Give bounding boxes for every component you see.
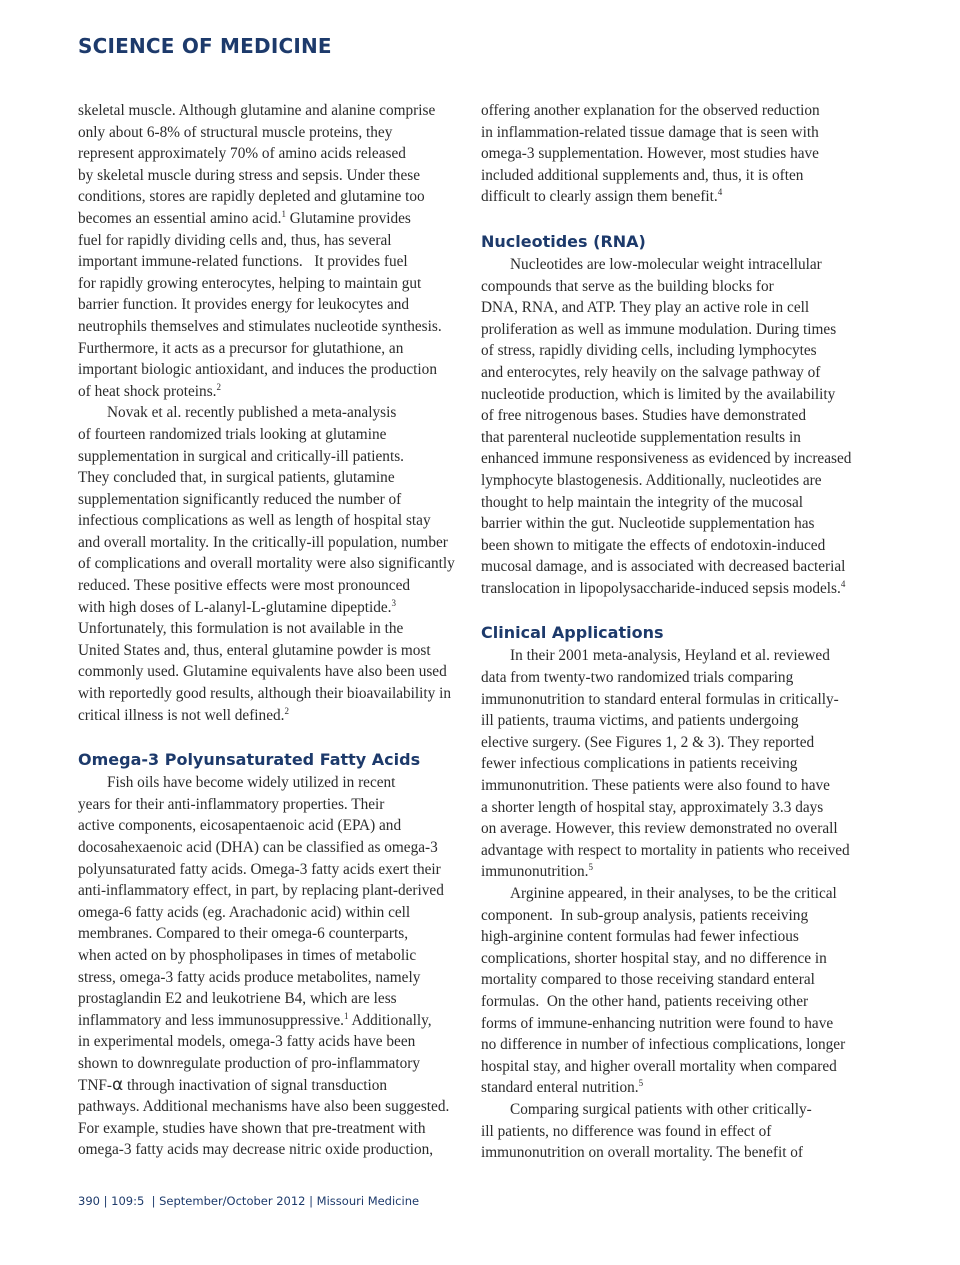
page-header: SCIENCE OF MEDICINE xyxy=(78,34,332,58)
heading-omega-3: Omega-3 Polyunsaturated Fatty Acids xyxy=(78,750,421,770)
paragraph-novak: Novak et al. recently published a meta-analysis of fourteen randomized trials looking at glutamine supplementation in surgical and critically-ill patients. They concluded that, in surgical patients, glutamine supplementation significantly reduced the number of infectious complications as well as length of hospital stay and overall mortality. In the critically-ill population, number of complications and overall mortality were also significantly reduced. These positive effects were most pronounced with high doses of L-alanyl-L-glutamine dipeptide.$^3$ Unfortunately, this formulation is not available in the United States and, thus, enteral glutamine powder is most commonly used. Glutamine equivalents have also been used with reportedly good results, although their bioavailability in critical illness is not well defined.$^2$ xyxy=(78,404,455,724)
paragraph-glutamine-intro: skeletal muscle. Although glutamine and alanine comprise only about 6-8% of structural muscle proteins, they represent approximately 70% of amino acids released by skeletal muscle during stress and sepsis. Under these conditions, stores are rapidly depleted and glutamine too becomes an essential amino acid.$^1$ Glutamine provides fuel for rapidly dividing cells and, thus, has several important immune-related functions. It provides fuel for rapidly growing enterocytes, helping to maintain gut barrier function. It provides energy for leukocytes and neutrophils themselves and stimulates nucleotide synthesis. Furthermore, it acts as a precursor for glutathione, an important biologic antioxidant, and induces the production of heat shock proteins.$^2$ xyxy=(78,102,442,400)
heading-clinical-applications: Clinical Applications xyxy=(481,623,664,643)
left-column xyxy=(78,100,462,1161)
alpha-symbol: α xyxy=(112,1074,124,1095)
paragraph-heyland: In their 2001 meta-analysis, Heyland et al. reviewed data from twenty-two randomized trials comparing immunonutrition to standard enteral formulas in critically- ill patients, trauma victims, and patients undergoing elective surgery. (See Figures 1, 2 & 3). They reported fewer infectious complications in patients receiving immunonutrition. These patients were also found to have a shorter length of hospital stay, approximately 3.3 days on average. However, this review demonstrated no overall advantage with respect to mortality in patients who received immunonutrition.$^5$ xyxy=(481,647,850,881)
paragraph-omega-3-continued: offering another explanation for the observed reduction in inflammation-related tissue damage that is seen with omega-3 supplementation. However, most studies have included additional supplements and, thus, it is often difficult to clearly assign them benefit.$^4$ xyxy=(481,102,820,206)
paragraph-omega-3: Fish oils have become widely utilized in recent years for their anti-inflammatory properties. Their active components, eicosapentaenoic acid (EPA) and docosahexaenoic acid (DHA) can be classified as omega-3 polyunsaturated fatty acids. Omega-3 fatty acids exert their anti-inflammatory effect, in part, by replacing plant-derived omega-6 fatty acids (eg. Arachadonic acid) within cell membranes. Compared to their omega-6 counterparts, when acted on by phospholipases in times of metabolic stress, omega-3 fatty acids produce metabolites, namely prostaglandin E2 and leukotriene B4, which are less inflammatory and less immunosuppressive.$^1$ Additionally, in experimental models, omega-3 fatty acids have been shown to downregulate production of pro-inflammatory TNF-α through inactivation of signal transduction pathways. Additional mechanisms have also been suggested. For example, studies have shown that pre-treatment with omega-3 fatty acids may decrease nitric oxide production, xyxy=(78,774,450,1159)
paragraph-surgical-comparison: Comparing surgical patients with other critically- ill patients, no difference was found in effect of immunonutrition on overall mortality. The benefit of xyxy=(481,1100,812,1162)
page-footer: 390 | 109:5 | September/October 2012 | Missouri Medicine xyxy=(78,1194,420,1208)
right-column xyxy=(481,100,865,1164)
paragraph-nucleotides: Nucleotides are low-molecular weight intracellular compounds that serve as the building blocks for DNA, RNA, and ATP. They play an active role in cell proliferation as well as immune modulation. During times of stress, rapidly dividing cells, including lymphocytes and enterocytes, rely heavily on the salvage pathway of nucleotide production, which is limited by the availability of free nitrogenous bases. Studies have demonstrated that parenteral nucleotide supplementation results in enhanced immune responsiveness as evidenced by increased lymphocyte blastogenesis. Additionally, nucleotides are thought to help maintain the integrity of the mucosal barrier within the gut. Nucleotide supplementation has been shown to mitigate the effects of endotoxin-induced mucosal damage, and is associated with decreased bacterial translocation in lipopolysaccharide-induced sepsis models.$^4$ xyxy=(481,255,852,597)
paragraph-arginine: Arginine appeared, in their analyses, to be the critical component. In sub-group analysis, patients receiving high-arginine content formulas had fewer infectious complications, shorter hospital stay, and no difference in mortality compared to those receiving standard enteral formulas. On the other hand, patients receiving other forms of immune-enhancing nutrition were found to have no difference in number of infectious complications, longer hospital stay, and higher overall mortality when compared standard enteral nutrition.$^5$ xyxy=(481,885,846,1097)
heading-nucleotides: Nucleotides (RNA) xyxy=(481,231,646,251)
